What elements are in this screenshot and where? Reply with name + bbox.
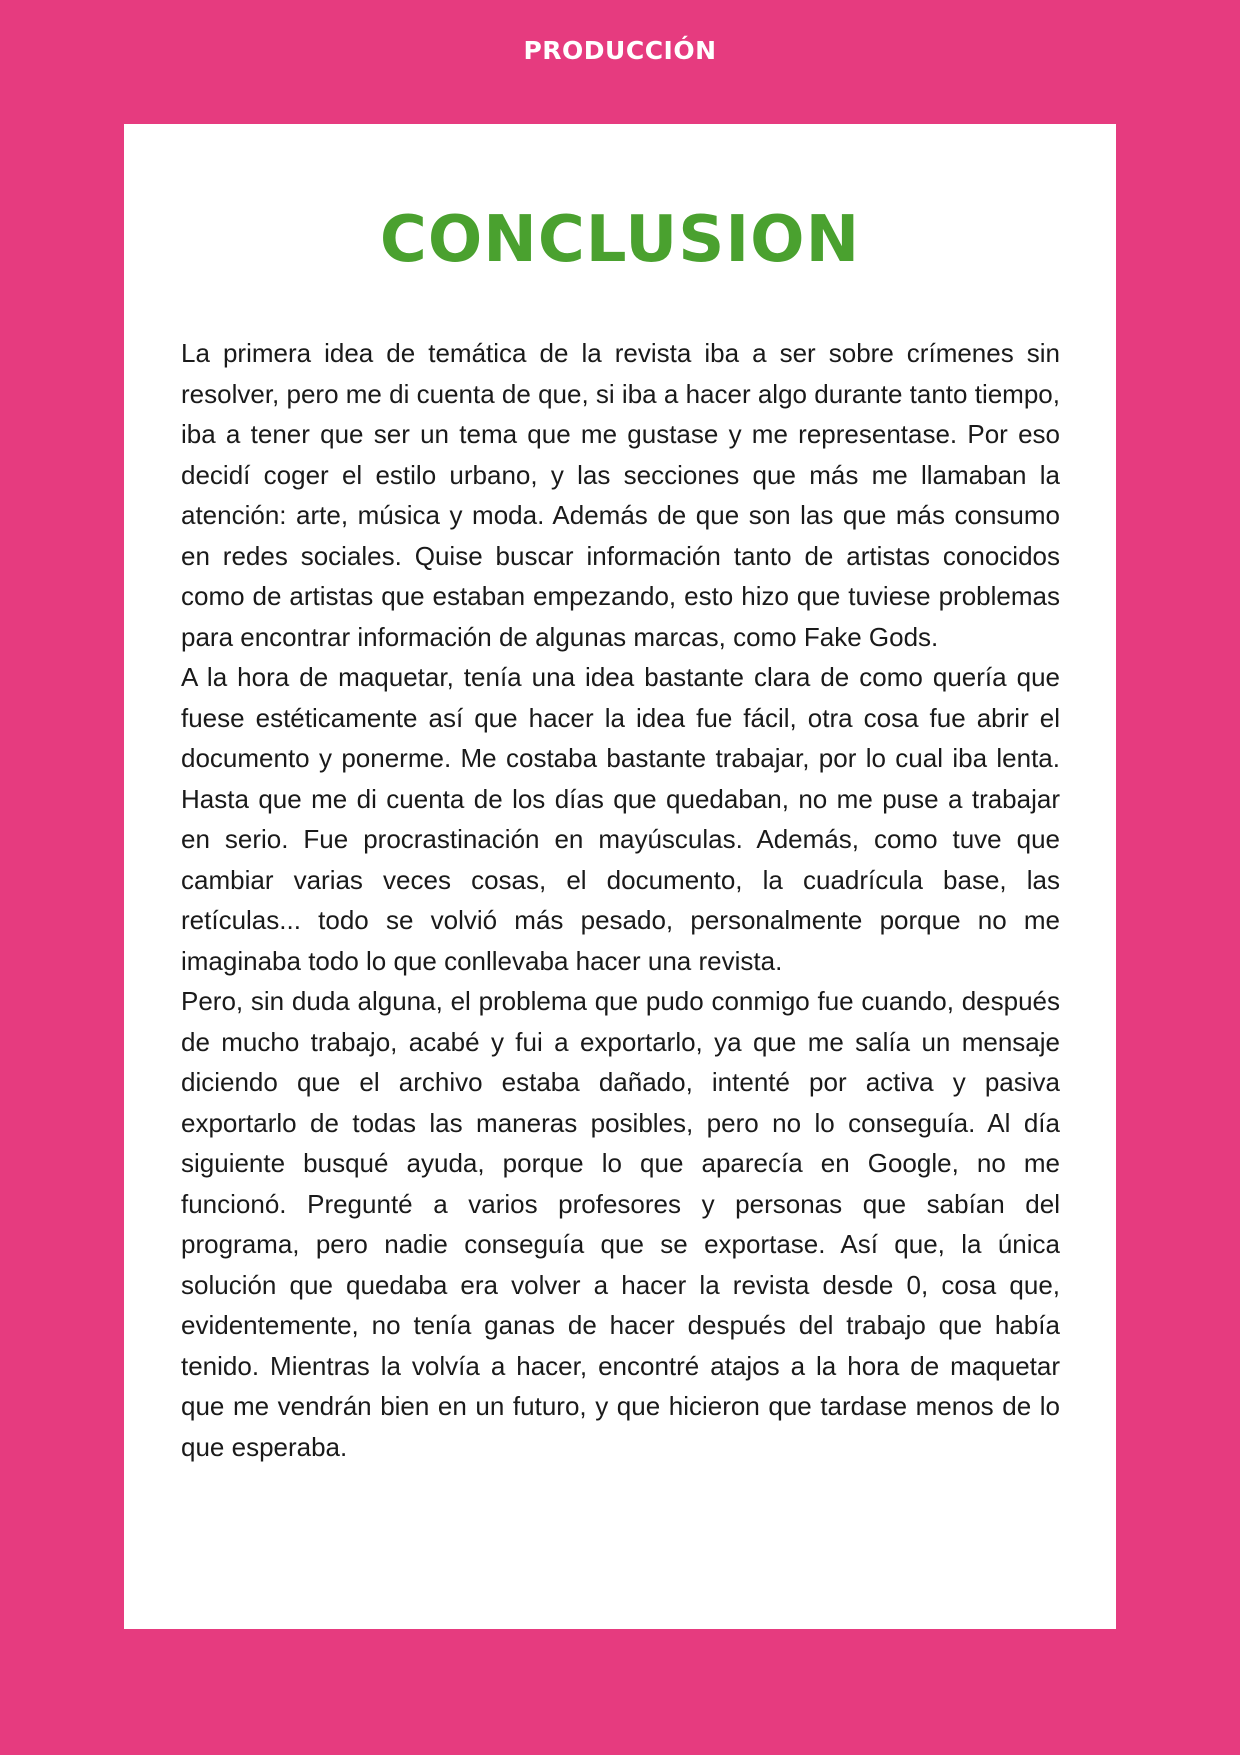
paragraph-3: Pero, sin duda alguna, el problema que pudo conmigo fue cuando, después de mucho trabajo, acabé y fui a exportarlo, ya que me salía un mensaje diciendo que el archivo estaba dañado, intenté por activa y pasiva exportarlo de todas las maneras posibles, pero no lo conseguía. Al día siguiente busqué ayuda, porque lo que aparecía en Google, no me funcionó. Pregunté a varios profesores y personas que sabían del programa, pero nadie conseguía que se exportase. Así que, la única solución que quedaba era volver a hacer la revista desde 0, cosa que, evidentemente, no tenía ganas de hacer después del trabajo que había tenido. Mientras la volvía a hacer, encontré atajos a la hora de maquetar que me vendrán bien en un futuro, y que hicieron que tardase menos de lo que esperaba. — [181, 986, 1060, 1462]
article-body — [181, 333, 1060, 1467]
page-title: CONCLUSION — [379, 203, 861, 277]
section-label: PRODUCCIÓN — [523, 36, 717, 65]
paragraph-1: La primera idea de temática de la revista iba a ser sobre crímenes sin resolver, pero me di cuenta de que, si iba a hacer algo durante tanto tiempo, iba a tener que ser un tema que me gustase y me representase. Por eso decidí coger el estilo urbano, y las secciones que más me llamaban la atención: arte, música y moda. Además de que son las que más consumo en redes sociales. Quise buscar información tanto de artistas conocidos como de artistas que estaban empezando, esto hizo que tuviese problemas para encontrar información de algunas marcas, como Fake Gods. — [181, 338, 1060, 652]
paragraph-2: A la hora de maquetar, tenía una idea bastante clara de como quería que fuese estéticamente así que hacer la idea fue fácil, otra cosa fue abrir el documento y ponerme. Me costaba bastante trabajar, por lo cual iba lenta. Hasta que me di cuenta de los días que quedaban, no me puse a trabajar en serio. Fue procrastinación en mayúsculas. Además, como tuve que cambiar varias veces cosas, el documento, la cuadrícula base, las retículas... todo se volvió más pesado, personalmente porque no me imaginaba todo lo que conllevaba hacer una revista. — [181, 662, 1060, 976]
